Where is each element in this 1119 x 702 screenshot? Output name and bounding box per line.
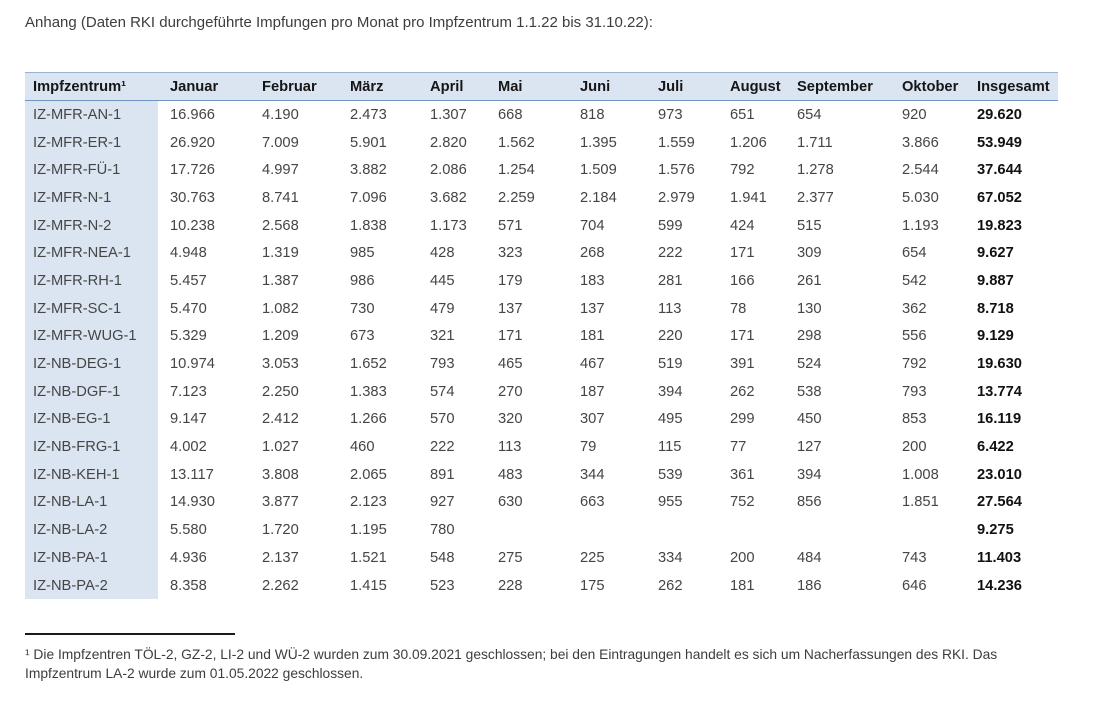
month-value-cell: 654 [890,239,965,267]
month-value-cell: 2.065 [338,461,418,489]
month-value-cell: 1.027 [250,433,338,461]
month-value-cell: 853 [890,406,965,434]
row-total: 19.823 [965,212,1058,240]
month-value-cell: 7.009 [250,129,338,157]
table-row [25,350,1058,378]
month-value-cell: 654 [785,101,890,129]
month-value-cell [568,516,646,544]
month-value-cell: 2.568 [250,212,338,240]
row-label: IZ-NB-PA-1 [25,544,158,572]
month-value-cell: 299 [718,406,785,434]
row-total: 23.010 [965,461,1058,489]
footnote-text: ¹ Die Impfzentren TÖL-2, GZ-2, LI-2 und WÜ-2 wurden zum 30.09.2021 geschlossen; bei den Eintragungen handelt es sich um Nacherfassungen des RKI. Das Impfzentrum LA-2 wurde zum 01.05.2022 geschlossen. [25,647,998,681]
row-label: IZ-NB-PA-2 [25,572,158,600]
table-row [25,461,1058,489]
month-value-cell: 668 [486,101,568,129]
month-value-cell [785,516,890,544]
month-value-cell: 4.936 [158,544,250,572]
month-value-cell: 127 [785,433,890,461]
month-value-cell: 1.209 [250,323,338,351]
month-value-cell: 1.383 [338,378,418,406]
month-value-cell: 730 [338,295,418,323]
table-row [25,406,1058,434]
month-value-cell: 752 [718,489,785,517]
month-value-cell: 175 [568,572,646,600]
row-total: 8.718 [965,295,1058,323]
month-value-cell: 483 [486,461,568,489]
month-value-cell: 2.377 [785,184,890,212]
column-header: August [718,73,785,101]
month-value-cell: 2.184 [568,184,646,212]
month-value-cell: 538 [785,378,890,406]
month-value-cell: 651 [718,101,785,129]
table-row [25,184,1058,212]
row-label: IZ-MFR-ER-1 [25,129,158,157]
month-value-cell: 78 [718,295,785,323]
month-value-cell: 467 [568,350,646,378]
column-header: Insgesamt [965,73,1058,101]
row-label: IZ-MFR-FÜ-1 [25,156,158,184]
month-value-cell: 262 [718,378,785,406]
month-value-cell: 985 [338,239,418,267]
table-row [25,267,1058,295]
month-value-cell: 1.576 [646,156,718,184]
vaccination-table [25,72,1058,599]
month-value-cell: 2.820 [418,129,486,157]
column-header: Juni [568,73,646,101]
month-value-cell: 2.473 [338,101,418,129]
month-value-cell: 4.190 [250,101,338,129]
month-value-cell: 1.307 [418,101,486,129]
month-value-cell: 424 [718,212,785,240]
month-value-cell: 344 [568,461,646,489]
row-total: 53.949 [965,129,1058,157]
column-header: März [338,73,418,101]
month-value-cell: 261 [785,267,890,295]
month-value-cell: 220 [646,323,718,351]
month-value-cell: 1.941 [718,184,785,212]
month-value-cell: 1.562 [486,129,568,157]
month-value-cell: 309 [785,239,890,267]
month-value-cell: 275 [486,544,568,572]
table-row [25,295,1058,323]
month-value-cell: 8.741 [250,184,338,212]
month-value-cell: 3.808 [250,461,338,489]
month-value-cell: 225 [568,544,646,572]
month-value-cell: 3.053 [250,350,338,378]
month-value-cell: 1.008 [890,461,965,489]
month-value-cell: 200 [890,433,965,461]
month-value-cell: 2.123 [338,489,418,517]
row-total: 9.887 [965,267,1058,295]
month-value-cell: 445 [418,267,486,295]
month-value-cell: 181 [568,323,646,351]
row-total: 27.564 [965,489,1058,517]
month-value-cell: 556 [890,323,965,351]
row-total: 37.644 [965,156,1058,184]
month-value-cell: 1.319 [250,239,338,267]
table-row [25,212,1058,240]
month-value-cell: 479 [418,295,486,323]
row-label: IZ-MFR-AN-1 [25,101,158,129]
table-row [25,239,1058,267]
month-value-cell: 570 [418,406,486,434]
page-title: Anhang (Daten RKI durchgeführte Impfungen pro Monat pro Impfzentrum 1.1.22 bis 31.10.22): [25,14,653,31]
month-value-cell: 1.521 [338,544,418,572]
month-value-cell: 14.930 [158,489,250,517]
month-value-cell: 793 [418,350,486,378]
month-value-cell: 1.395 [568,129,646,157]
month-value-cell: 1.652 [338,350,418,378]
month-value-cell: 179 [486,267,568,295]
month-value-cell: 394 [646,378,718,406]
month-value-cell: 3.866 [890,129,965,157]
month-value-cell: 1.278 [785,156,890,184]
month-value-cell: 955 [646,489,718,517]
month-value-cell: 542 [890,267,965,295]
row-label: IZ-NB-LA-2 [25,516,158,544]
month-value-cell: 137 [568,295,646,323]
row-label: IZ-NB-KEH-1 [25,461,158,489]
row-label: IZ-NB-DEG-1 [25,350,158,378]
month-value-cell: 307 [568,406,646,434]
month-value-cell: 181 [718,572,785,600]
month-value-cell: 16.966 [158,101,250,129]
table-row [25,129,1058,157]
row-label: IZ-MFR-N-2 [25,212,158,240]
month-value-cell: 428 [418,239,486,267]
month-value-cell: 298 [785,323,890,351]
row-total: 14.236 [965,572,1058,600]
month-value-cell: 187 [568,378,646,406]
column-header: Januar [158,73,250,101]
month-value-cell: 484 [785,544,890,572]
month-value-cell: 3.682 [418,184,486,212]
table-row [25,378,1058,406]
month-value-cell: 524 [785,350,890,378]
table-row [25,101,1058,129]
month-value-cell: 986 [338,267,418,295]
month-value-cell: 1.838 [338,212,418,240]
row-label: IZ-MFR-SC-1 [25,295,158,323]
month-value-cell: 30.763 [158,184,250,212]
month-value-cell: 2.412 [250,406,338,434]
month-value-cell: 137 [486,295,568,323]
table-row [25,516,1058,544]
month-value-cell: 450 [785,406,890,434]
month-value-cell: 704 [568,212,646,240]
month-value-cell: 523 [418,572,486,600]
month-value-cell: 5.030 [890,184,965,212]
row-total: 11.403 [965,544,1058,572]
month-value-cell: 26.920 [158,129,250,157]
month-value-cell: 519 [646,350,718,378]
month-value-cell: 4.002 [158,433,250,461]
month-value-cell: 571 [486,212,568,240]
month-value-cell: 2.262 [250,572,338,600]
table-header-row [25,73,1058,101]
month-value-cell: 3.882 [338,156,418,184]
table-row [25,323,1058,351]
month-value-cell: 270 [486,378,568,406]
month-value-cell: 5.470 [158,295,250,323]
month-value-cell: 495 [646,406,718,434]
month-value-cell: 171 [718,323,785,351]
month-value-cell: 2.137 [250,544,338,572]
month-value-cell: 1.387 [250,267,338,295]
month-value-cell: 1.559 [646,129,718,157]
month-value-cell: 515 [785,212,890,240]
month-value-cell: 9.147 [158,406,250,434]
month-value-cell: 171 [486,323,568,351]
month-value-cell: 2.086 [418,156,486,184]
month-value-cell: 630 [486,489,568,517]
month-value-cell: 646 [890,572,965,600]
month-value-cell: 818 [568,101,646,129]
month-value-cell: 394 [785,461,890,489]
month-value-cell: 228 [486,572,568,600]
month-value-cell: 465 [486,350,568,378]
column-header: Mai [486,73,568,101]
row-total: 16.119 [965,406,1058,434]
month-value-cell: 200 [718,544,785,572]
row-total: 9.129 [965,323,1058,351]
month-value-cell: 1.266 [338,406,418,434]
month-value-cell: 320 [486,406,568,434]
row-total: 67.052 [965,184,1058,212]
month-value-cell: 663 [568,489,646,517]
month-value-cell: 574 [418,378,486,406]
row-label: IZ-MFR-NEA-1 [25,239,158,267]
month-value-cell: 5.457 [158,267,250,295]
row-label: IZ-MFR-N-1 [25,184,158,212]
month-value-cell: 222 [646,239,718,267]
month-value-cell: 927 [418,489,486,517]
month-value-cell: 4.997 [250,156,338,184]
month-value-cell: 4.948 [158,239,250,267]
month-value-cell: 743 [890,544,965,572]
row-total: 29.620 [965,101,1058,129]
month-value-cell: 130 [785,295,890,323]
month-value-cell: 391 [718,350,785,378]
month-value-cell: 13.117 [158,461,250,489]
month-value-cell: 115 [646,433,718,461]
month-value-cell: 10.974 [158,350,250,378]
month-value-cell: 548 [418,544,486,572]
month-value-cell: 1.851 [890,489,965,517]
month-value-cell: 1.415 [338,572,418,600]
month-value-cell: 321 [418,323,486,351]
table-row [25,489,1058,517]
month-value-cell: 599 [646,212,718,240]
row-total: 19.630 [965,350,1058,378]
month-value-cell: 1.254 [486,156,568,184]
month-value-cell [718,516,785,544]
month-value-cell: 2.259 [486,184,568,212]
month-value-cell: 166 [718,267,785,295]
month-value-cell: 792 [890,350,965,378]
column-header: Juli [646,73,718,101]
month-value-cell: 1.509 [568,156,646,184]
month-value-cell: 7.123 [158,378,250,406]
month-value-cell: 8.358 [158,572,250,600]
footnote-separator [25,633,235,635]
row-label: IZ-NB-FRG-1 [25,433,158,461]
row-label: IZ-NB-EG-1 [25,406,158,434]
month-value-cell: 1.206 [718,129,785,157]
month-value-cell: 183 [568,267,646,295]
row-label: IZ-MFR-RH-1 [25,267,158,295]
table-body [25,101,1058,600]
column-header: Oktober [890,73,965,101]
table-row [25,544,1058,572]
month-value-cell: 920 [890,101,965,129]
month-value-cell: 186 [785,572,890,600]
month-value-cell: 77 [718,433,785,461]
month-value-cell: 17.726 [158,156,250,184]
month-value-cell: 2.250 [250,378,338,406]
month-value-cell: 323 [486,239,568,267]
month-value-cell: 361 [718,461,785,489]
month-value-cell: 262 [646,572,718,600]
month-value-cell: 539 [646,461,718,489]
row-total: 9.627 [965,239,1058,267]
month-value-cell: 856 [785,489,890,517]
month-value-cell: 780 [418,516,486,544]
month-value-cell: 113 [486,433,568,461]
month-value-cell: 171 [718,239,785,267]
month-value-cell: 891 [418,461,486,489]
month-value-cell: 281 [646,267,718,295]
month-value-cell: 1.173 [418,212,486,240]
month-value-cell: 2.544 [890,156,965,184]
table-row [25,572,1058,600]
column-header: Impfzentrum¹ [25,73,158,101]
month-value-cell [646,516,718,544]
month-value-cell: 79 [568,433,646,461]
row-total: 13.774 [965,378,1058,406]
month-value-cell: 7.096 [338,184,418,212]
month-value-cell: 3.877 [250,489,338,517]
month-value-cell: 2.979 [646,184,718,212]
column-header: September [785,73,890,101]
row-total: 9.275 [965,516,1058,544]
month-value-cell: 113 [646,295,718,323]
table-row [25,156,1058,184]
column-header: April [418,73,486,101]
month-value-cell: 362 [890,295,965,323]
month-value-cell: 5.329 [158,323,250,351]
month-value-cell: 268 [568,239,646,267]
month-value-cell: 1.720 [250,516,338,544]
month-value-cell: 1.711 [785,129,890,157]
table-row [25,433,1058,461]
month-value-cell: 1.193 [890,212,965,240]
month-value-cell [486,516,568,544]
month-value-cell: 334 [646,544,718,572]
month-value-cell: 1.195 [338,516,418,544]
month-value-cell: 793 [890,378,965,406]
month-value-cell: 10.238 [158,212,250,240]
month-value-cell [890,516,965,544]
row-label: IZ-MFR-WUG-1 [25,323,158,351]
month-value-cell: 222 [418,433,486,461]
month-value-cell: 792 [718,156,785,184]
column-header: Februar [250,73,338,101]
month-value-cell: 673 [338,323,418,351]
month-value-cell: 460 [338,433,418,461]
row-total: 6.422 [965,433,1058,461]
row-label: IZ-NB-DGF-1 [25,378,158,406]
month-value-cell: 1.082 [250,295,338,323]
row-label: IZ-NB-LA-1 [25,489,158,517]
month-value-cell: 973 [646,101,718,129]
month-value-cell: 5.901 [338,129,418,157]
month-value-cell: 5.580 [158,516,250,544]
